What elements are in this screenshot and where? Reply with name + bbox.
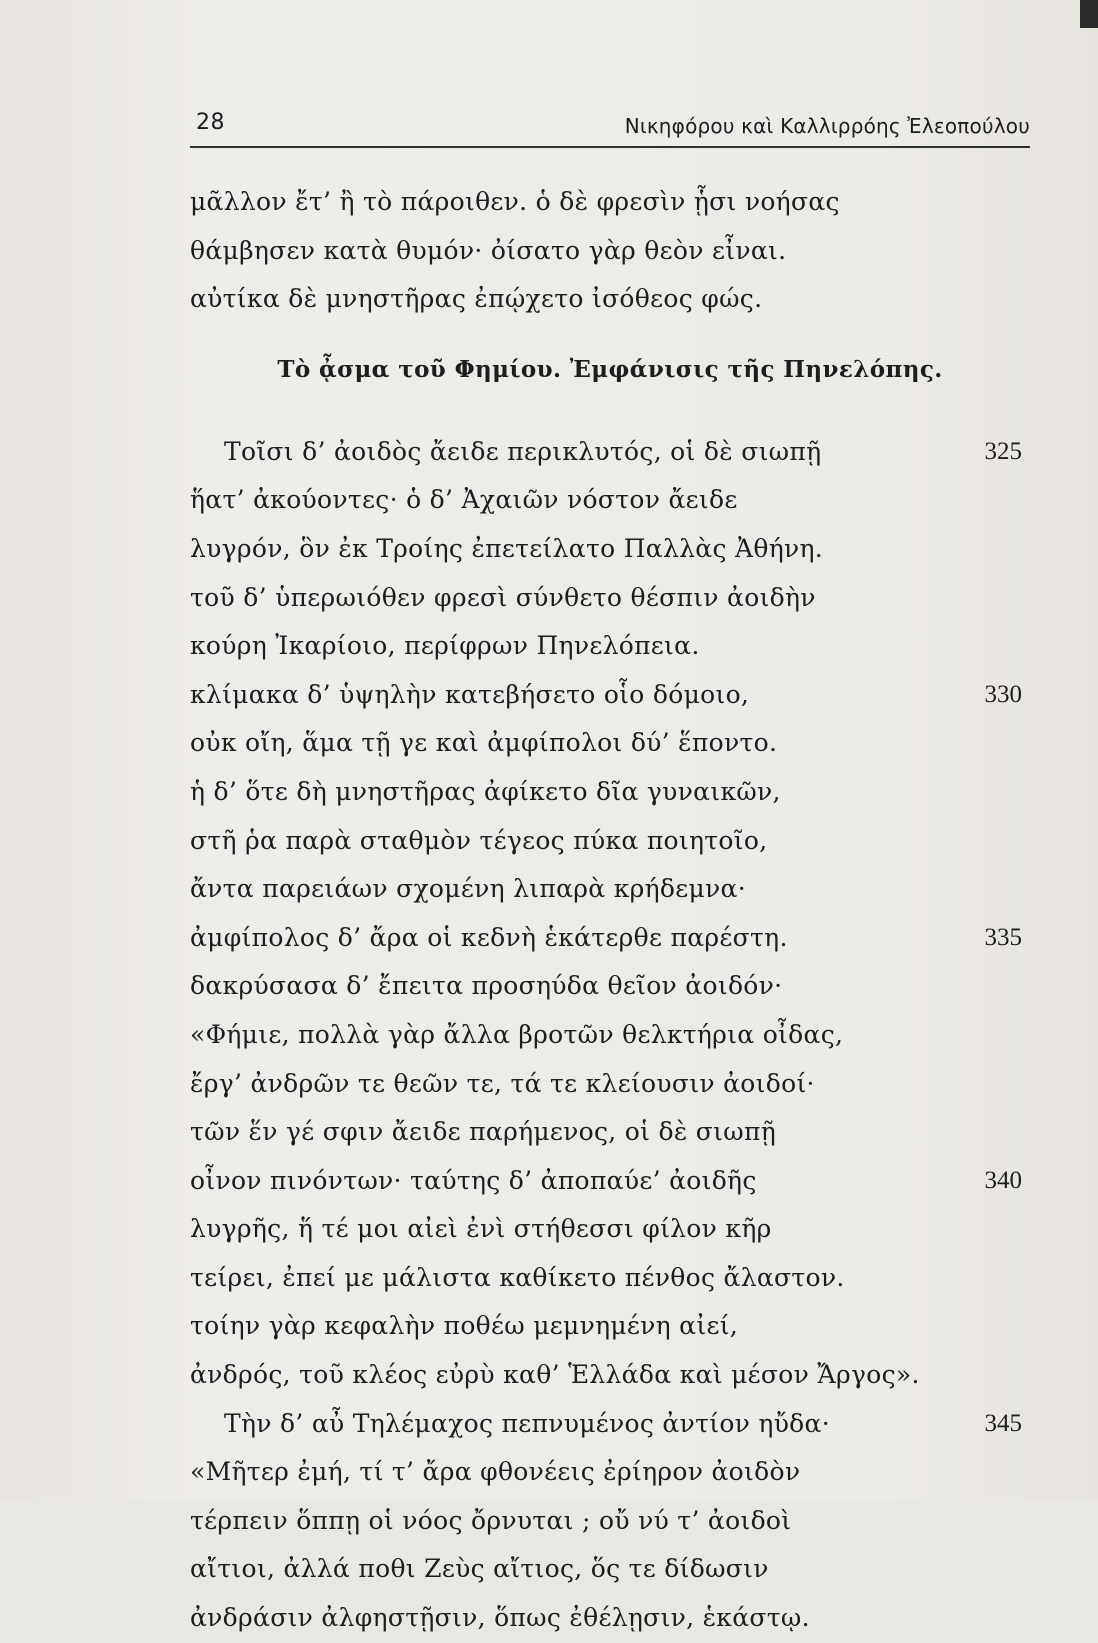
line-number: 340 [984,1166,1022,1194]
verse-text: οἶνον πινόντων· ταύτης δ’ ἀποπαύε’ ἀοιδῆς [190,1165,757,1195]
poem-text [190,178,1030,1643]
verse-line [190,1594,1030,1643]
verse-list [190,428,1030,1643]
verse-text: τοῦ δ’ ὑπερωιόθεν φρεσὶ σύνθετο θέσπιν ἀοιδὴν [190,582,816,612]
verse-line [190,476,1030,525]
verse-line [190,1157,1030,1206]
verse-line [190,914,1030,963]
verse-line [190,1060,1030,1109]
verse-line [190,1351,1030,1400]
verse-line [190,1205,1030,1254]
intro-line [190,227,1030,276]
verse-line [190,817,1030,866]
verse-text: δακρύσασα δ’ ἔπειτα προσηύδα θεῖον ἀοιδόν· [190,971,783,1001]
verse-line [190,1108,1030,1157]
verse-line [190,1545,1030,1594]
verse-text: «Φήμιε, πολλὰ γὰρ ἄλλα βροτῶν θελκτήρια οἶδας, [190,1019,844,1049]
verse-text: τέρπειν ὅππῃ οἱ νόος ὄρνυται ; οὔ νύ τ’ ἀοιδοὶ [190,1505,792,1535]
intro-line-text: μᾶλλον ἔτ’ ἢ τὸ πάροιθεν. ὁ δὲ φρεσὶν ᾗσι νοήσας [190,187,840,216]
verse-text: λυγρόν, ὃν ἐκ Τροίης ἐπετείλατο Παλλὰς Ἀθήνη. [190,533,824,563]
section-title: Τὸ ᾆσμα τοῦ Φημίου. Ἐμφάνισις τῆς Πηνελόπης. [277,355,943,383]
verse-text: ἄντα παρειάων σχομένη λιπαρὰ κρήδεμνα· [190,874,746,904]
line-number: 330 [984,680,1022,708]
verse-line [190,525,1030,574]
verse-line [190,574,1030,623]
verse-text: ἀνδράσιν ἀλφηστῇσιν, ὅπως ἐθέλῃσιν, ἑκάστῳ. [190,1603,810,1633]
line-number: 325 [984,437,1022,465]
verse-text: τοίην γὰρ κεφαλὴν ποθέω μεμνημένη αἰεί, [190,1311,739,1341]
page-number: 28 [196,110,225,135]
section-spacer [190,396,1030,428]
verse-text: ἀνδρός, τοῦ κλέος εὐρὺ καθ’ Ἑλλάδα καὶ μέσον Ἄργος». [190,1360,920,1390]
verse-text: στῆ ῥα παρὰ σταθμὸν τέγεος πύκα ποιητοῖο, [190,825,768,855]
verse-line [190,865,1030,914]
verse-text: ἡ δ’ ὅτε δὴ μνηστῆρας ἀφίκετο δῖα γυναικῶν, [190,776,781,806]
verse-text: ἀμφίπολος δ’ ἄρα οἱ κεδνὴ ἑκάτερθε παρέστη. [190,922,788,952]
verse-text: τείρει, ἐπεί με μάλιστα καθίκετο πένθος ἄλαστον. [190,1262,845,1292]
verse-line [190,1497,1030,1546]
page-header [190,102,1030,148]
verse-line [190,1400,1030,1449]
verse-text: Τοῖσι δ’ ἀοιδὸς ἄειδε περικλυτός, οἱ δὲ σιωπῇ [224,436,822,466]
verse-line [190,1448,1030,1497]
intro-line [190,178,1030,227]
scan-edge-mark [1080,0,1098,28]
verse-line [190,1302,1030,1351]
verse-text: Τὴν δ’ αὖ Τηλέμαχος πεπνυμένος ἀντίον ηὔδα· [224,1408,830,1438]
line-number: 335 [984,923,1022,951]
intro-line-text: θάμβησεν κατὰ θυμόν· ὀίσατο γὰρ θεὸν εἶναι. [190,235,787,265]
intro-line-text: αὐτίκα δὲ μνηστῆρας ἐπῴχετο ἰσόθεος φώς. [190,284,763,314]
verse-line [190,962,1030,1011]
intro-line [190,275,1030,324]
verse-text: τῶν ἕν γέ σφιν ἄειδε παρήμενος, οἱ δὲ σιωπῇ [190,1117,776,1147]
verse-line [190,671,1030,720]
verse-text: αἴτιοι, ἀλλά ποθι Ζεὺς αἴτιος, ὅς τε δίδωσιν [190,1554,769,1584]
verse-line [190,428,1030,477]
verse-text: «Μῆτερ ἐμή, τί τ’ ἄρα φθονέεις ἐρίηρον ἀοιδὸν [190,1457,801,1487]
verse-line [190,719,1030,768]
verse-text: ἥατ’ ἀκούοντες· ὁ δ’ Ἀχαιῶν νόστον ἄειδε [190,485,738,515]
verse-line [190,768,1030,817]
verse-text: ἔργ’ ἀνδρῶν τε θεῶν τε, τά τε κλείουσιν ἀοιδοί· [190,1068,815,1098]
running-head: Νικηφόρου καὶ Καλλιρρόης Ἐλεοπούλου [624,114,1030,138]
verse-line [190,1254,1030,1303]
line-number: 345 [984,1409,1022,1437]
verse-text: κλίμακα δ’ ὑψηλὴν κατεβήσετο οἷο δόμοιο, [190,679,750,709]
verse-text: οὐκ οἴη, ἅμα τῇ γε καὶ ἀμφίπολοι δύ’ ἕποντο. [190,728,778,758]
verse-text: κούρη Ἰκαρίοιο, περίφρων Πηνελόπεια. [190,631,700,661]
verse-text: λυγρῆς, ἥ τέ μοι αἰεὶ ἐνὶ στήθεσσι φίλον κῆρ [190,1214,772,1244]
verse-line [190,622,1030,671]
verse-line [190,1011,1030,1060]
